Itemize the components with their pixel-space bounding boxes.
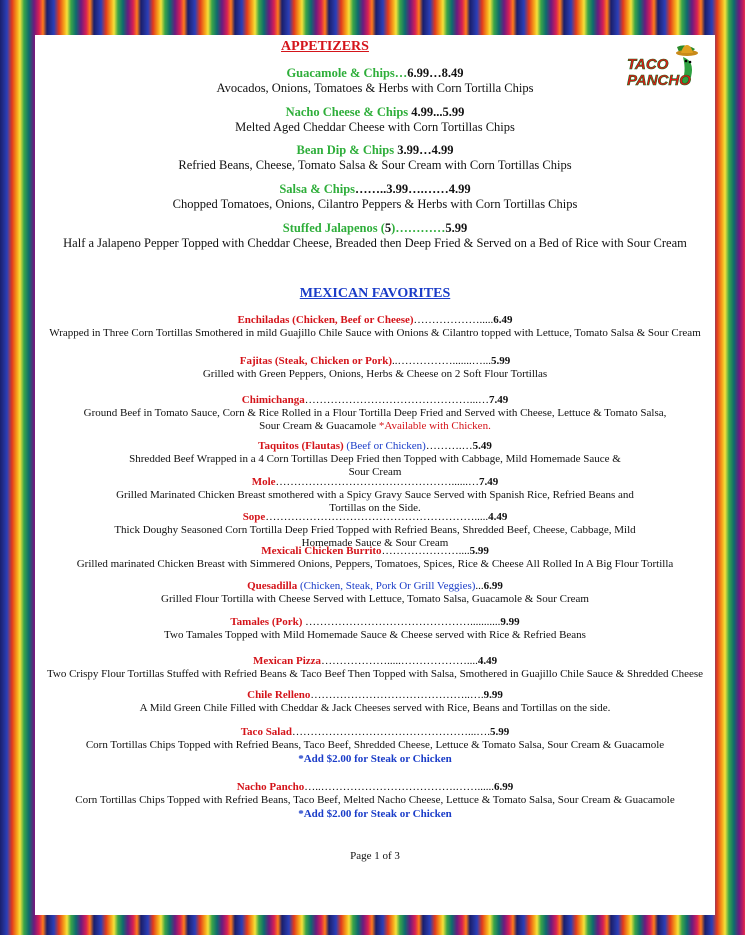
list-item — [35, 615, 715, 642]
add-on-note: *Add $2.00 for Steak or Chicken — [298, 753, 452, 765]
item-description: Melted Aged Cheddar Cheese with Corn Tortillas Chips — [235, 120, 515, 134]
item-dots: …….. — [355, 182, 387, 196]
item-price: 6.49 — [493, 314, 513, 326]
item-description-line2 — [35, 420, 715, 433]
item-options: (Beef or Chicken) — [343, 440, 426, 452]
item-description: Wrapped in Three Corn Tortillas Smothered in mild Guajillo Chile Sauce with Onions & Cilantro topped with Lettuce, Tomato Salsa & Sour Cream — [49, 327, 701, 339]
list-item — [35, 780, 715, 821]
item-dots: ………………….... — [381, 545, 470, 557]
item-name: Chimichanga — [241, 394, 305, 406]
item-description: Corn Tortillas Chips Topped with Refried Beans, Taco Beef, Melted Nacho Cheese, Lettuce & Tomato Salsa, Sour Cream & Guacamole — [75, 794, 675, 806]
item-dots: ... — [475, 580, 484, 592]
item-name: Enchiladas (Chicken, Beef or Cheese) — [237, 314, 414, 326]
item-description: Shredded Beef Wrapped in a 4 Corn Tortillas Deep Fried then Topped with Cabbage, Mild Homemade Sauce & — [129, 453, 621, 465]
item-description-line2: Tortillas on the Side. — [329, 502, 421, 514]
item-price: 9.99 — [500, 616, 520, 628]
item-description: Avocados, Onions, Tomatoes & Herbs with Corn Tortilla Chips — [216, 81, 534, 95]
availability-note: *Available with Chicken. — [378, 420, 491, 432]
item-price: 8.49 — [441, 66, 464, 80]
item-price: 5.49 — [472, 440, 492, 452]
item-name: Taco Salad — [240, 726, 292, 738]
item-price: 7.49 — [488, 394, 509, 406]
appetizers-title — [35, 38, 715, 56]
item-price: 4.99 — [411, 105, 434, 119]
item-price: 5.99 — [490, 726, 510, 738]
list-item — [35, 105, 715, 135]
item-description-cont: Sour Cream & Guacamole — [259, 420, 379, 432]
item-name: Taquitos (Flautas) — [258, 440, 344, 452]
item-name: Nacho Cheese & Chips — [285, 105, 409, 119]
item-dots: … — [394, 66, 408, 80]
item-dots: ..…………….......…... — [392, 355, 491, 367]
item-price: 6.99 — [407, 66, 430, 80]
item-name: Quesadilla — [247, 580, 298, 592]
item-price: 9.99 — [483, 689, 503, 701]
item-description: A Mild Green Chile Filled with Cheddar & Jack Cheeses served with Rice, Beans and Tortillas on the side. — [139, 702, 611, 714]
item-name: Mexican Pizza — [252, 655, 322, 667]
item-name: Chile Relleno — [247, 689, 311, 701]
item-dots: ………………………………………...… — [304, 394, 489, 406]
item-dots: ……….… — [425, 440, 473, 452]
item-name: Guacamole & Chips — [286, 66, 395, 80]
item-price: 6.99 — [494, 781, 514, 793]
appetizers-title-text: APPETIZERS — [281, 39, 369, 54]
item-dots: …………………………………………......… — [275, 476, 480, 488]
item-name-end: ) — [391, 221, 396, 235]
item-dots: …..……………………………….……...... — [304, 781, 495, 793]
item-options: (Chicken, Steak, Pork Or Grill Veggies) — [297, 580, 476, 592]
item-dots: … — [429, 66, 442, 80]
item-description-line2: Sour Cream — [348, 466, 402, 478]
page-number: Page 1 of 3 — [350, 850, 400, 862]
favorites-title: MEXICAN FAVORITES — [299, 286, 451, 301]
item-price: 3.99 — [386, 182, 409, 196]
list-item — [35, 654, 715, 681]
item-dots: ... — [433, 105, 443, 119]
item-description: Grilled marinated Chicken Breast with Simmered Onions, Peppers, Tomatoes, Spices, Rice & Cheese All Rolled In A Big Flour Tortilla — [76, 558, 674, 570]
list-item — [35, 725, 715, 766]
list-item — [35, 544, 715, 571]
list-item — [35, 475, 715, 515]
item-price: 3.99 — [397, 143, 420, 157]
item-price: 4.49 — [488, 511, 508, 523]
item-name: Sope — [242, 511, 266, 523]
item-description: Two Crispy Flour Tortillas Stuffed with Refried Beans & Taco Beef Then Topped with Salsa, Smothered in Guajillo Chile Sauce & Shredded Cheese — [46, 668, 704, 680]
item-name: Mole — [251, 476, 276, 488]
item-description: Corn Tortillas Chips Topped with Refried Beans, Taco Beef, Shredded Cheese, Lettuce & Tomato Salsa, Sour Cream & Guacamole — [85, 739, 665, 751]
item-dots: ………………………………………........... — [302, 616, 501, 628]
logo-text-taco: TACO — [627, 56, 669, 73]
list-item — [35, 182, 715, 212]
item-description: Grilled Marinated Chicken Breast smothered with a Spicy Gravy Sauce Served with Spanish Rice, Refried Beans and — [116, 489, 634, 501]
item-price: 4.49 — [477, 655, 498, 667]
item-name: Nacho Pancho — [236, 781, 305, 793]
item-description: Chopped Tomatoes, Onions, Cilantro Peppers & Herbs with Corn Tortillas Chips — [172, 197, 578, 211]
item-name: Salsa & Chips — [279, 182, 356, 196]
item-name: Tamales (Pork) — [230, 616, 303, 628]
list-item — [35, 439, 715, 479]
item-price: 4.99 — [448, 182, 471, 196]
item-dots: ………… — [395, 221, 446, 235]
list-item — [35, 393, 715, 433]
item-price: 5.99 — [442, 105, 465, 119]
add-on-note: *Add $2.00 for Steak or Chicken — [298, 808, 452, 820]
item-name: Stuffed Jalapenos ( — [282, 221, 385, 235]
item-dots: …………………………………………...…. — [292, 726, 490, 738]
logo-text-pancho: PANCHO — [627, 72, 691, 89]
item-count: 5 — [384, 221, 392, 235]
item-description: Ground Beef in Tomato Sauce, Corn & Rice Rolled in a Flour Tortilla Deep Fried and Served with Cheese, Lettuce & Tomato Salsa, — [83, 407, 667, 419]
list-item — [35, 143, 715, 173]
list-item — [35, 579, 715, 606]
item-price: 6.99 — [483, 580, 503, 592]
item-description-line2: Homemade Sauce & Sour Cream — [301, 537, 449, 549]
item-dots: ……………………………………..…. — [310, 689, 484, 701]
item-dots: ….…… — [408, 182, 449, 196]
item-name: Mexicali Chicken Burrito — [261, 545, 382, 557]
item-description: Grilled with Green Peppers, Onions, Herbs & Cheese on 2 Soft Flour Tortillas — [202, 368, 548, 380]
item-price: 5.99 — [469, 545, 489, 557]
list-item — [35, 221, 715, 251]
menu-page — [35, 35, 715, 915]
item-price: 7.49 — [479, 476, 499, 488]
item-description: Thick Doughy Seasoned Corn Tortilla Deep Fried Topped with Refried Beans, Shredded Beef, Cheese, Cabbage, Mild — [114, 524, 636, 536]
item-dots: … — [419, 143, 432, 157]
list-item — [35, 66, 715, 96]
item-name: Fajitas (Steak, Chicken or Pork) — [239, 355, 392, 367]
item-name: Bean Dip & Chips — [296, 143, 395, 157]
item-price: 5.99 — [445, 221, 468, 235]
item-dots: …………………………………………………..... — [265, 511, 489, 523]
item-price: 4.99 — [431, 143, 454, 157]
list-item — [35, 688, 715, 715]
item-dots: ……………….....……………….... — [321, 655, 478, 667]
item-price: 5.99 — [491, 355, 511, 367]
list-item — [35, 354, 715, 381]
item-description: Two Tamales Topped with Mild Homemade Sauce & Cheese served with Rice & Refried Beans — [164, 629, 586, 641]
list-item — [35, 313, 715, 340]
item-description: Grilled Flour Tortilla with Cheese Served with Lettuce, Tomato Salsa, Guacamole & Sour Cream — [161, 593, 589, 605]
item-description: Refried Beans, Cheese, Tomato Salsa & Sour Cream with Corn Tortillas Chips — [178, 158, 572, 172]
item-dots: ………………..... — [413, 314, 494, 326]
item-description: Half a Jalapeno Pepper Topped with Cheddar Cheese, Breaded then Deep Fried & Served on a Bed of Rice with Sour Cream — [63, 236, 687, 250]
